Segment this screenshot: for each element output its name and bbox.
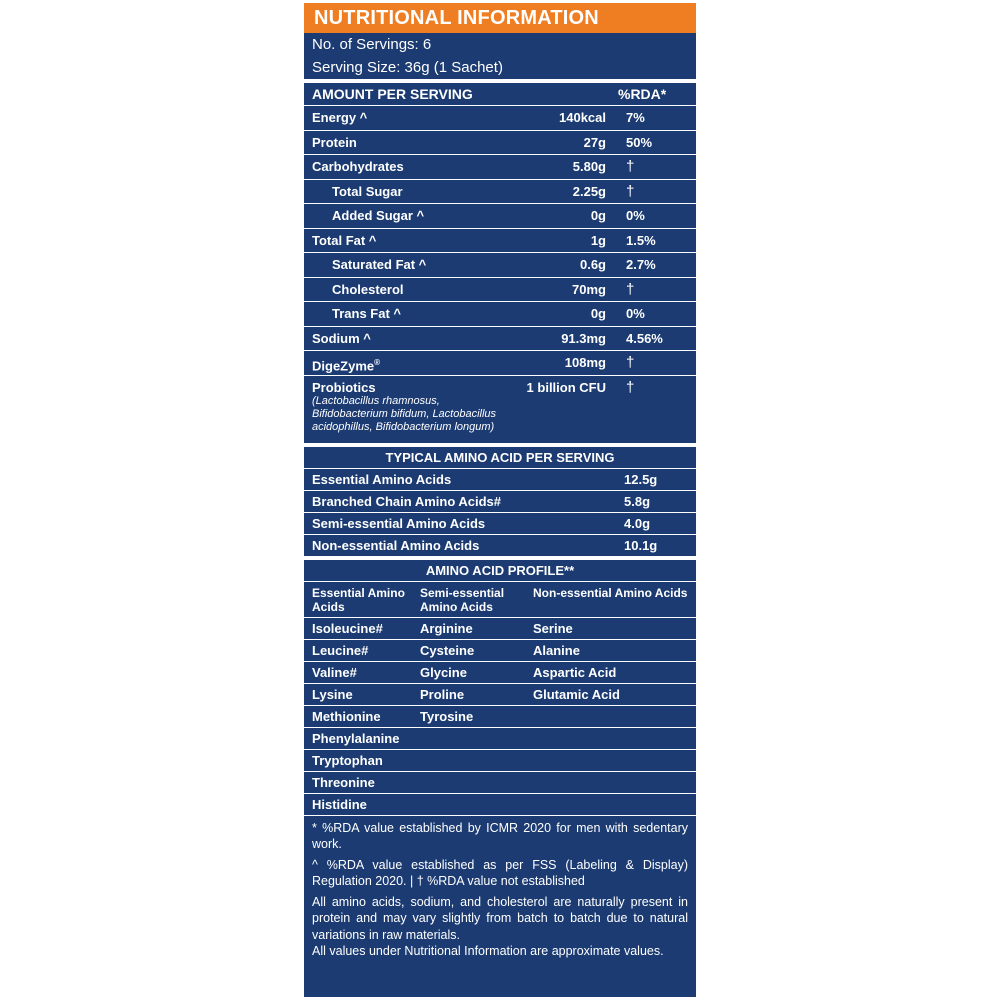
nutrient-row: [304, 105, 696, 130]
footnotes: [304, 816, 696, 960]
nutrient-amount: 91.3mg: [561, 330, 606, 346]
profile-cell: [533, 794, 688, 815]
profile-row: [304, 772, 696, 794]
nutrient-amount: 27g: [583, 134, 606, 150]
profile-cell: Proline: [420, 686, 465, 702]
amount-header-label: AMOUNT PER SERVING: [312, 86, 473, 102]
profile-cell: Lysine: [312, 686, 353, 702]
nutrient-table: [304, 105, 696, 443]
nutrient-row: [304, 179, 696, 204]
nutrient-rda: 0%: [626, 208, 645, 223]
nutrient-name-wrap: [312, 351, 506, 375]
amino-name: Essential Amino Acids: [312, 471, 452, 487]
nutrient-row: [304, 203, 696, 228]
nutrient-rda: †: [626, 182, 635, 200]
nutrient-name: Saturated Fat ^: [332, 257, 427, 272]
nutrient-row: [304, 326, 696, 351]
nutrient-name: Protein: [312, 134, 357, 150]
nutrient-rda: 0%: [626, 306, 645, 321]
profile-cell: Valine#: [312, 664, 357, 680]
nutrient-row: [304, 350, 696, 375]
profile-cell: [420, 772, 533, 793]
title-bar: [304, 3, 696, 33]
profile-cell: Tryptophan: [312, 752, 383, 768]
nutrition-panel: [304, 3, 696, 997]
profile-cell: [533, 750, 688, 771]
amino-row: [304, 469, 696, 491]
profile-cell: [420, 750, 533, 771]
profile-column-header: Non-essential Amino Acids: [533, 585, 688, 600]
profile-cell: Leucine#: [312, 642, 369, 658]
footnote: * %RDA value established by ICMR 2020 for men with sedentary work.: [312, 820, 688, 851]
nutrient-name: Energy ^: [312, 110, 368, 125]
profile-column-header: Essential Amino Acids: [312, 585, 405, 614]
amino-row: [304, 491, 696, 513]
profile-cell: Isoleucine#: [312, 620, 383, 636]
nutrient-rda: 1.5%: [626, 232, 656, 248]
profile-cell: Cysteine: [420, 642, 475, 658]
nutrient-row: [304, 252, 696, 277]
profile-cell: Tyrosine: [420, 708, 474, 724]
profile-table: [304, 618, 696, 816]
amino-name: Non-essential Amino Acids: [312, 537, 480, 553]
profile-cell: Phenylalanine: [312, 730, 400, 746]
profile-column-headers: [304, 582, 696, 618]
profile-cell: Glutamic Acid: [533, 686, 620, 702]
nutrient-amount: 0.6g: [579, 257, 606, 272]
nutrient-amount: 1 billion CFU: [526, 379, 606, 395]
profile-row: [304, 618, 696, 640]
probiotics-strains: (Lactobacillus rhamnosus, Bifidobacterium bifidum, Lactobacillus acidophillus, Bifidobacterium longum): [312, 394, 497, 433]
profile-cell: [420, 794, 533, 815]
profile-column-header: Semi-essential Amino Acids: [420, 585, 505, 614]
nutrient-amount: 5.80g: [572, 159, 606, 174]
nutrient-rda: 4.56%: [626, 330, 663, 346]
nutrient-row: [304, 130, 696, 155]
profile-row: [304, 684, 696, 706]
registered-mark: ®: [374, 358, 381, 367]
nutrient-amount: 2.25g: [572, 183, 606, 199]
profile-cell: [533, 728, 688, 749]
profile-cell: Arginine: [420, 620, 473, 636]
profile-row: [304, 750, 696, 772]
profile-row: [304, 640, 696, 662]
profile-row: [304, 706, 696, 728]
servings-count: No. of Servings: 6: [312, 36, 432, 53]
nutrient-rda: 2.7%: [626, 257, 656, 272]
amino-value: 10.1g: [624, 537, 658, 553]
footnote: All values under Nutritional Information are approximate values.: [312, 944, 664, 958]
profile-cell: Histidine: [312, 796, 367, 812]
serving-size: Serving Size: 36g (1 Sachet): [312, 59, 503, 76]
nutrient-name: Cholesterol: [332, 281, 404, 297]
profile-cell: Threonine: [312, 774, 375, 790]
profile-cell: Methionine: [312, 708, 381, 724]
nutrient-rda: †: [626, 158, 635, 175]
amino-row: [304, 513, 696, 535]
amino-name: Semi-essential Amino Acids: [312, 515, 486, 531]
probiotics-cell: [312, 381, 506, 443]
nutrient-name: Sodium ^: [312, 330, 371, 346]
amino-value: 4.0g: [624, 515, 651, 531]
nutrient-rda: †: [626, 354, 635, 371]
profile-row: [304, 794, 696, 816]
profile-row: [304, 728, 696, 750]
footnote: All amino acids, sodium, and cholesterol are naturally present in protein and may vary slightly from batch to batch due to natural variations in raw materials.: [312, 894, 688, 942]
amino-value: 5.8g: [624, 493, 651, 509]
nutrient-rda: 50%: [626, 134, 653, 150]
nutrient-name: Total Sugar: [332, 183, 403, 199]
nutrient-rda: †: [626, 378, 635, 396]
profile-cell: [533, 706, 688, 727]
rda-header-label: %RDA*: [618, 86, 667, 102]
nutrient-name: Carbohydrates: [312, 159, 404, 174]
footnote: ^ %RDA value established as per FSS (Labeling & Display) Regulation 2020. | † %RDA value not established: [312, 857, 688, 888]
nutrient-amount: 108mg: [564, 355, 606, 370]
nutrient-name: Trans Fat ^: [332, 306, 401, 321]
nutrient-name: Total Fat ^: [312, 232, 377, 248]
nutrient-row: [304, 228, 696, 253]
amino-table: [304, 469, 696, 556]
nutrient-rda: 7%: [626, 110, 645, 125]
nutrient-amount: 0g: [590, 306, 606, 321]
nutrient-row: [304, 277, 696, 302]
nutrient-rda: †: [626, 280, 635, 298]
profile-row: [304, 662, 696, 684]
profile-cell: Alanine: [533, 642, 580, 658]
nutrient-amount: 1g: [590, 232, 606, 248]
nutrient-name: Probiotics: [312, 379, 376, 395]
nutrient-row: [304, 301, 696, 326]
nutrient-row: [304, 375, 696, 443]
profile-cell: [420, 728, 533, 749]
nutrient-row: [304, 154, 696, 179]
nutrient-amount: 70mg: [572, 281, 606, 297]
nutrient-amount: 140kcal: [559, 110, 606, 125]
amino-section-title: TYPICAL AMINO ACID PER SERVING: [304, 443, 696, 469]
amino-row: [304, 535, 696, 556]
profile-section-title: AMINO ACID PROFILE**: [304, 556, 696, 582]
nutrient-amount: 0g: [590, 208, 606, 223]
profile-cell: Glycine: [420, 664, 467, 680]
amino-name: Branched Chain Amino Acids#: [312, 493, 502, 509]
amino-value: 12.5g: [624, 471, 658, 487]
nutrient-name: Added Sugar ^: [332, 208, 425, 223]
amount-header: [304, 83, 696, 105]
profile-cell: Aspartic Acid: [533, 664, 617, 680]
nutrient-name: DigeZyme: [312, 358, 375, 374]
panel-title: NUTRITIONAL INFORMATION: [314, 7, 599, 29]
profile-cell: Serine: [533, 620, 573, 636]
profile-cell: [533, 772, 688, 793]
